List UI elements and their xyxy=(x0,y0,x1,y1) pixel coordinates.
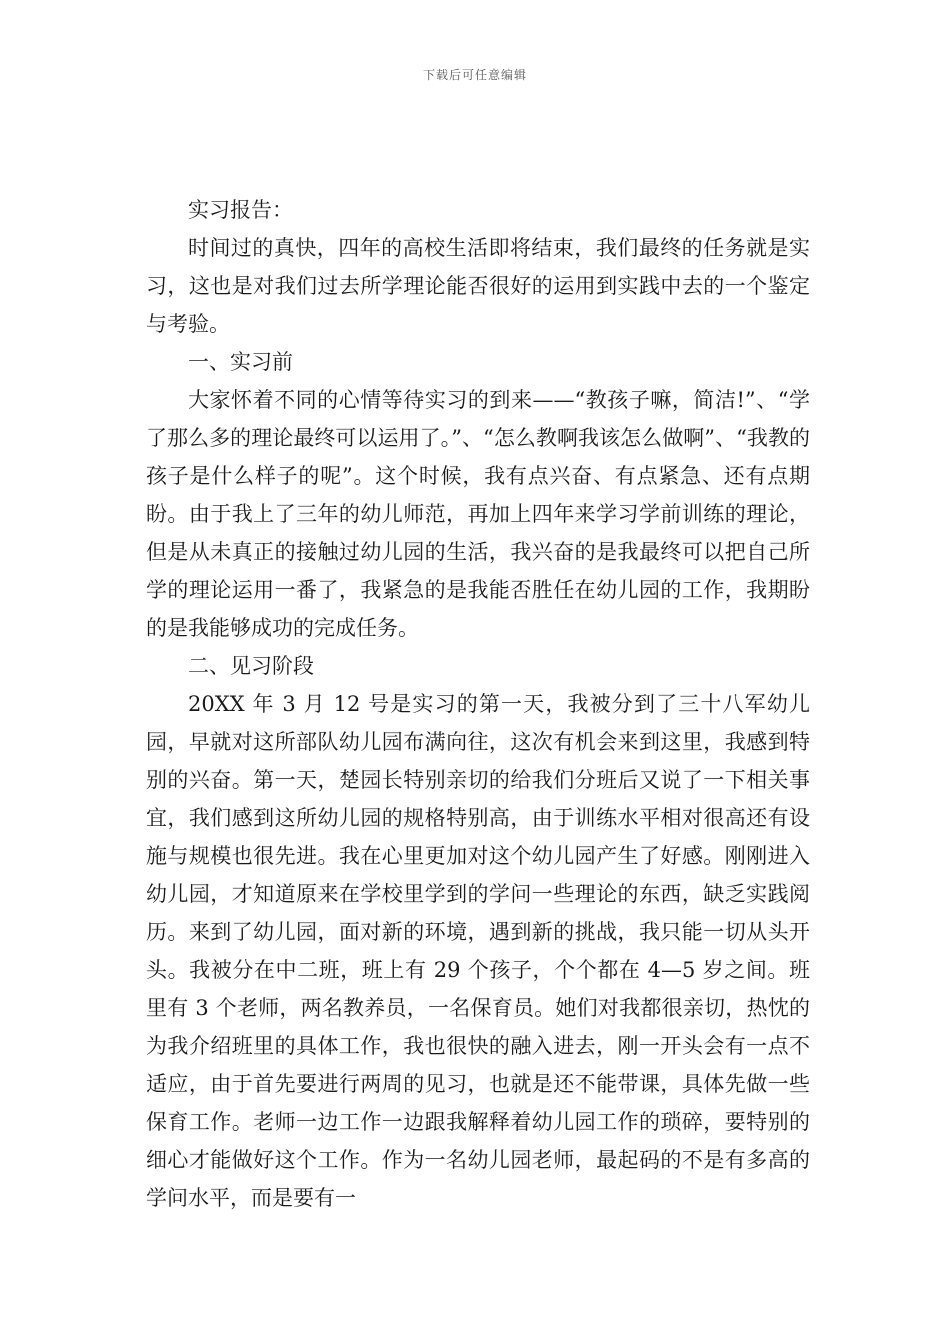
intro-paragraph: 时间过的真快，四年的高校生活即将结束，我们最终的任务就是实习，这也是对我们过去所学理论能否很好的运用到实践中去的一个鉴定与考验。 xyxy=(146,236,810,336)
header-note: 下载后可任意编辑 xyxy=(422,68,527,82)
document-title: 实习报告： xyxy=(188,198,293,222)
document-body xyxy=(146,191,810,1217)
section-heading-before-internship: 一、实习前 xyxy=(188,350,293,374)
section-heading-observation-stage: 二、见习阶段 xyxy=(188,654,314,678)
section-paragraph-observation-stage: 20XX 年 3 月 12 号是实习的第一天，我被分到了三十八军幼儿园，早就对这所部队幼儿园布满向往，这次有机会来到这里，我感到特别的兴奋。第一天，楚园长特别亲切的给我们分班后又说了一下相关事宜，我们感到这所幼儿园的规格特别高，由于训练水平相对很高还有设施与规模也很先进。我在心里更加对这个幼儿园产生了好感。刚刚进入幼儿园，才知道原来在学校里学到的学问一些理论的东西，缺乏实践阅历。来到了幼儿园，面对新的环境，遇到新的挑战，我只能一切从头开头。我被分在中二班，班上有 29 个孩子，个个都在 4—5 岁之间。班里有 3 个老师，两名教养员，一名保育员。她们对我都很亲切，热忱的为我介绍班里的具体工作，我也很快的融入进去，刚一开头会有一点不适应，由于首先要进行两周的见习，也就是还不能带课，具体先做一些保育工作。老师一边工作一边跟我解释着幼儿园工作的琐碎，要特别的细心才能做好这个工作。作为一名幼儿园老师，最起码的不是有多高的学问水平，而是要有一 xyxy=(146,692,810,1210)
section-paragraph-before-internship: 大家怀着不同的心情等待实习的到来——“教孩子嘛，简洁!”、“学了那么多的理论最终可以运用了。”、“怎么教啊我该怎么做啊”、“我教的孩子是什么样子的呢”。这个时候，我有点兴奋、有点紧急、还有点期盼。由于我上了三年的幼儿师范，再加上四年来学习学前训练的理论，但是从未真正的接触过幼儿园的生活，我兴奋的是我最终可以把自己所学的理论运用一番了，我紧急的是我能否胜任在幼儿园的工作，我期盼的是我能够成功的完成任务。 xyxy=(146,388,810,640)
